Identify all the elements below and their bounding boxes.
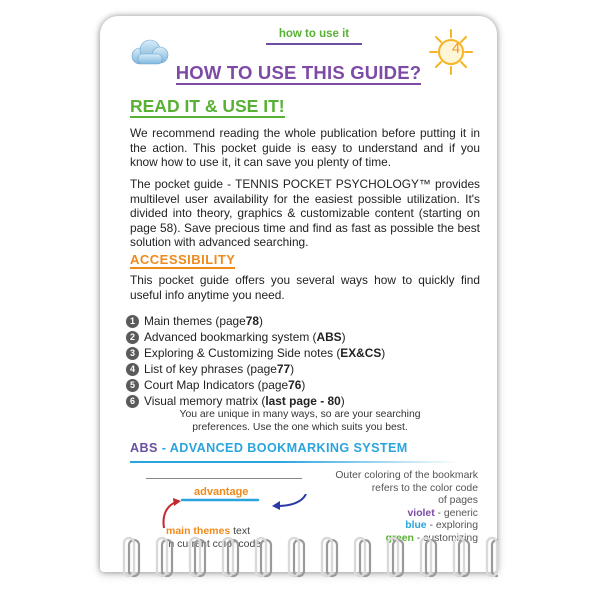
list-item-text: Exploring & Customizing Side notes ( bbox=[144, 346, 341, 360]
list-item-tail: ) bbox=[259, 314, 263, 328]
bookmark-top-line bbox=[146, 478, 302, 479]
number-badge: 5 bbox=[126, 379, 139, 392]
main-themes-line-1: main themes text bbox=[166, 525, 251, 537]
curved-arrow-icon bbox=[276, 494, 306, 506]
guide-page bbox=[100, 16, 497, 572]
list-item-bold: 78 bbox=[245, 314, 260, 328]
list-item bbox=[126, 313, 486, 329]
list-item bbox=[126, 329, 486, 345]
binding-ring bbox=[322, 538, 337, 576]
legend-line-1: Outer coloring of the bookmark bbox=[335, 470, 478, 481]
number-badge: 6 bbox=[126, 395, 139, 408]
accessibility-title: ACCESSIBILITY bbox=[130, 252, 236, 267]
note-line-2: preferences. Use the one which suits you best. bbox=[192, 422, 408, 433]
binding-ring bbox=[223, 538, 238, 576]
binding-ring bbox=[157, 538, 172, 576]
number-badge: 3 bbox=[126, 347, 139, 360]
list-item-tail: ) bbox=[340, 394, 345, 408]
list-item-text: Visual memory matrix ( bbox=[144, 394, 266, 408]
binding-ring bbox=[355, 538, 370, 576]
abs-section-title bbox=[130, 441, 470, 455]
page-number: 4 bbox=[451, 40, 461, 57]
legend-green: green - customizing bbox=[385, 532, 478, 544]
list-item bbox=[126, 361, 486, 377]
legend-line-2: refers to the color code bbox=[371, 482, 478, 494]
list-item-bold: last page - 80 bbox=[265, 394, 341, 408]
binding-ring bbox=[256, 538, 271, 576]
abs-underline bbox=[130, 461, 460, 463]
page-title: HOW TO USE THIS GUIDE? bbox=[175, 62, 422, 83]
list-item-tail: ) bbox=[341, 330, 346, 344]
arrow-head-red bbox=[173, 498, 181, 506]
list-item-tail: ) bbox=[290, 362, 295, 376]
spiral-binding-icon bbox=[118, 536, 498, 580]
list-item-text: List of key phrases (page bbox=[144, 362, 277, 376]
list-item bbox=[126, 345, 486, 361]
binding-ring bbox=[421, 538, 436, 576]
legend-line-3: of pages bbox=[438, 495, 478, 507]
number-badge: 2 bbox=[126, 331, 139, 344]
list-item-bold: 76 bbox=[288, 378, 302, 392]
binding-ring bbox=[454, 538, 469, 576]
intro-paragraph: We recommend reading the whole publication before putting it in the action. This pocket guide is easy to understand and if you know how to use it, it can save you plenty of time. bbox=[130, 126, 480, 170]
binding-ring bbox=[124, 538, 139, 576]
section-title-read: READ IT & USE IT! bbox=[130, 96, 285, 116]
list-item-text: Court Map Indicators (page bbox=[144, 378, 289, 392]
guide-description-paragraph: The pocket guide - TENNIS POCKET PSYCHOLOGY™ provides multilevel user availability for the easiest possible utilization. It's divided into theory, graphics & customizable content (starting on page 58). Save precious time and find as fast as possible the best solution with advanced searching. bbox=[130, 177, 480, 250]
list-item-bold: ABS bbox=[316, 330, 342, 344]
list-item bbox=[126, 377, 486, 393]
advantage-label: advantage bbox=[194, 486, 249, 498]
header-tag: how to use it bbox=[260, 24, 368, 46]
list-item-text: Main themes (page bbox=[144, 314, 246, 328]
list-item-text: Advanced bookmarking system ( bbox=[144, 330, 317, 344]
list-item-tail: ) bbox=[301, 378, 306, 392]
bookmark-color-legend bbox=[308, 470, 478, 546]
note-line-1: You are unique in many ways, so are your searching bbox=[179, 409, 421, 420]
binding-ring bbox=[388, 538, 403, 576]
searching-preferences-note bbox=[140, 408, 460, 434]
number-badge: 4 bbox=[126, 363, 139, 376]
list-item-tail: ) bbox=[381, 346, 386, 360]
access-methods-list bbox=[126, 313, 486, 409]
list-item bbox=[126, 393, 486, 409]
arrow-head-blue bbox=[272, 501, 280, 510]
accessibility-intro: This pocket guide offers you several ways how to quickly find useful info anytime you need. bbox=[130, 273, 480, 302]
legend-violet: violet - generic bbox=[407, 507, 478, 519]
binding-ring bbox=[487, 538, 498, 576]
legend-blue: blue - exploring bbox=[405, 520, 478, 532]
list-item-bold: 77 bbox=[276, 362, 291, 376]
abs-title-text: - ADVANCED BOOKMARKING SYSTEM bbox=[157, 441, 408, 455]
number-badge: 1 bbox=[126, 315, 139, 328]
abs-acronym: ABS bbox=[130, 441, 158, 455]
binding-ring bbox=[289, 538, 304, 576]
main-themes-line-2: in current color code bbox=[166, 538, 262, 550]
list-item-bold: EX&CS bbox=[340, 346, 382, 360]
binding-ring bbox=[190, 538, 205, 576]
